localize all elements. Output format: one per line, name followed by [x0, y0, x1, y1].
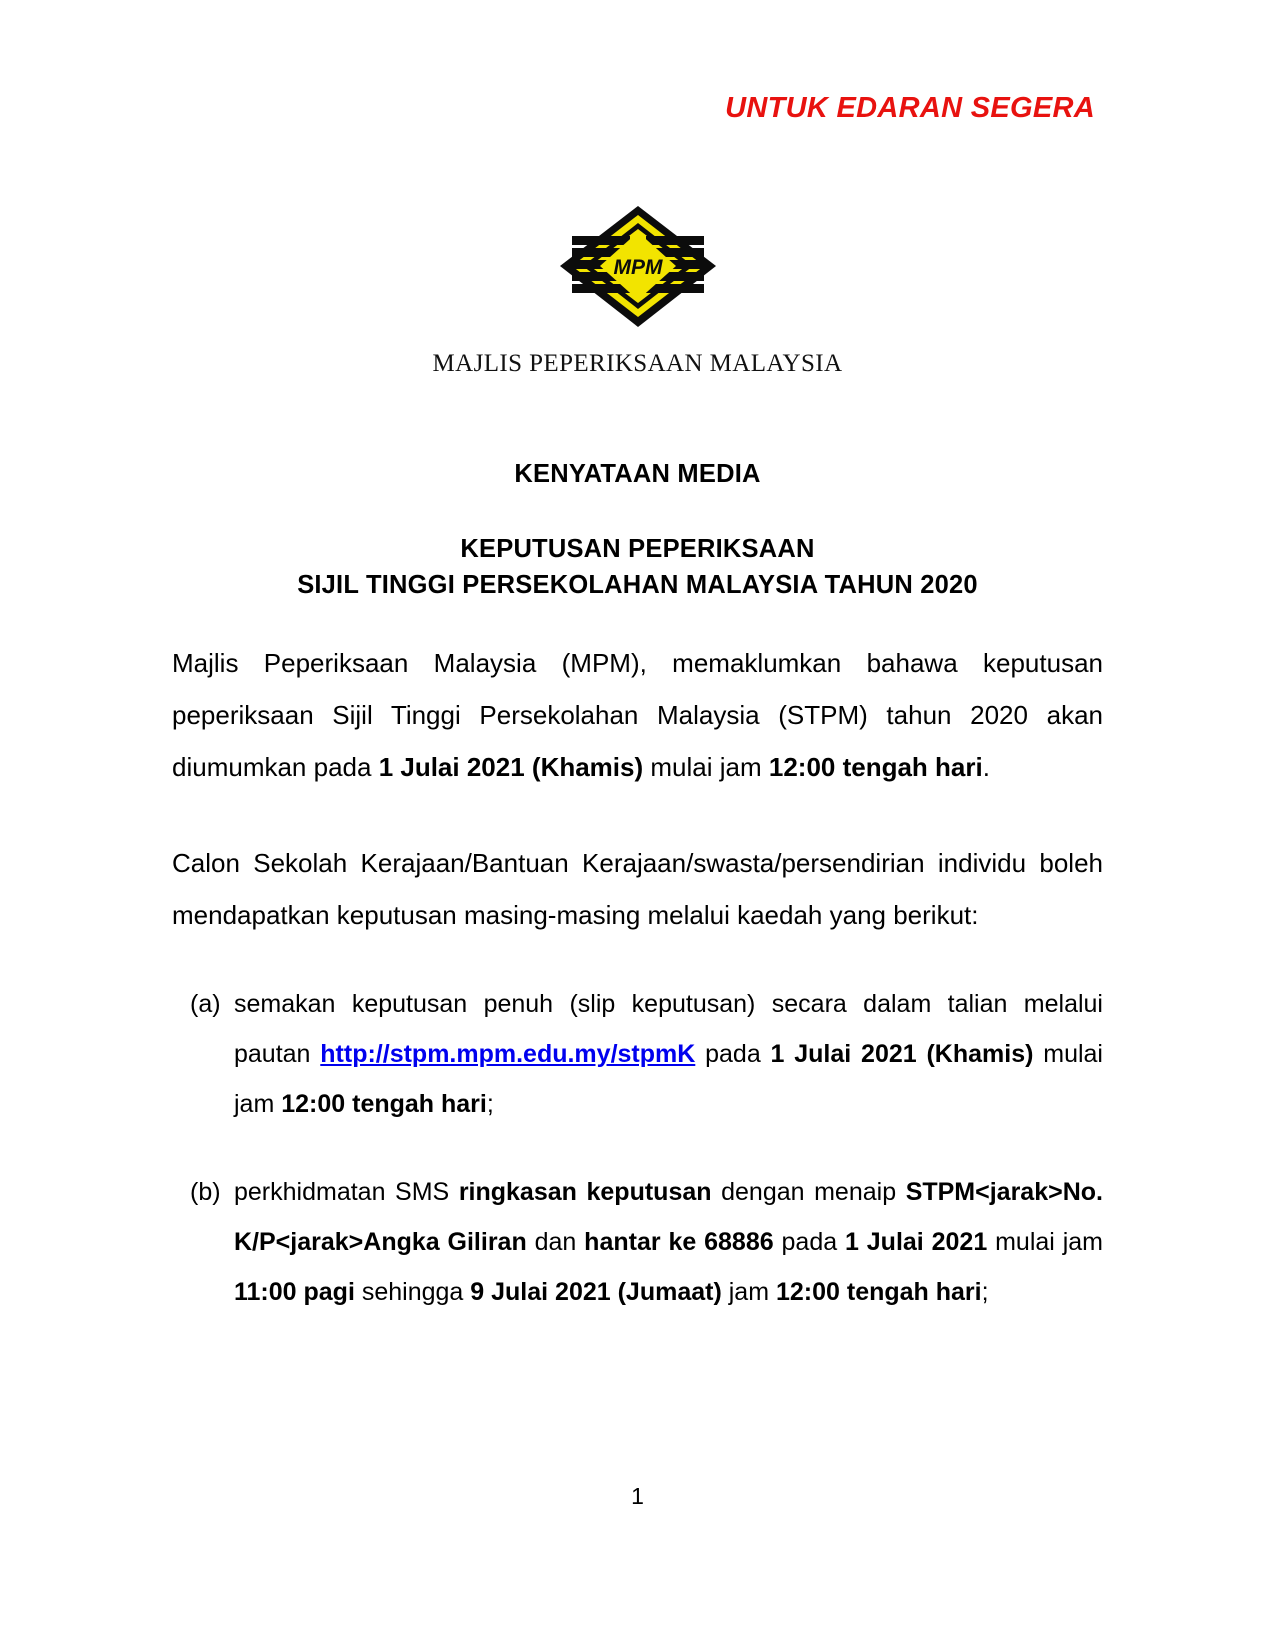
- p1-text-e: .: [982, 752, 990, 783]
- p1-time-bold: 12:00 tengah hari: [768, 752, 983, 783]
- p1-text-c: mulai jam: [643, 752, 769, 783]
- item-b-end-time: 12:00 tengah hari: [775, 1278, 982, 1307]
- item-a-text-1: semakan keputusan penuh (slip keputusan) secara dalam talian melalui pautan: [234, 990, 1103, 1069]
- list-body-b: [234, 1167, 1103, 1317]
- item-a-time: 12:00 tengah hari: [281, 1090, 487, 1119]
- item-b-text-6: sehingga: [354, 1278, 471, 1307]
- list-marker-b: (b): [190, 1178, 221, 1207]
- item-a-date: 1 Julai 2021 (Khamis): [770, 1040, 1034, 1069]
- item-a-text-3: mulai jam: [234, 1040, 1103, 1119]
- item-b-text-1: perkhidmatan SMS: [234, 1178, 459, 1207]
- list-body-a: [234, 979, 1103, 1129]
- subject-title: [172, 531, 1103, 603]
- item-b-sms-format: STPM<jarak>No. K/P<jarak>Angka Giliran: [234, 1178, 1103, 1257]
- item-b-text-8: ;: [981, 1278, 989, 1307]
- item-b-text-3: dan: [526, 1228, 585, 1257]
- list-item: [172, 1167, 1103, 1317]
- urgent-notice-text: UNTUK EDARAN SEGERA: [725, 92, 1095, 124]
- item-b-service-name: ringkasan keputusan: [458, 1178, 712, 1207]
- urgent-notice-banner: [172, 0, 1103, 132]
- item-b-start-time: 11:00 pagi: [234, 1278, 355, 1307]
- subject-title-line1: KEPUTUSAN PEPERIKSAAN: [460, 535, 815, 563]
- list-item: [172, 979, 1103, 1129]
- stpm-result-link[interactable]: http://stpm.mpm.edu.my/stpmK: [320, 1040, 696, 1069]
- paragraph-candidates: Calon Sekolah Kerajaan/Bantuan Kerajaan/swasta/persendirian individu boleh mendapatkan keputusan masing-masing melalui kaedah yang berikut:: [172, 848, 1103, 931]
- item-b-text-2: dengan menaip: [711, 1178, 906, 1207]
- organization-name: MAJLIS PEPERIKSAAN MALAYSIA: [432, 350, 843, 377]
- media-statement-title: KENYATAAN MEDIA: [514, 460, 761, 488]
- p1-text-a: Majlis Peperiksaan Malaysia (MPM), memaklumkan bahawa keputusan peperiksaan Sijil Tinggi Persekolahan Malaysia (STPM) tahun 2020 akan diumumkan pada: [172, 648, 1103, 783]
- item-b-text-7: jam: [721, 1278, 776, 1307]
- item-b-start-date: 1 Julai 2021: [845, 1228, 988, 1257]
- paragraph-announcement: [172, 637, 1103, 793]
- item-a-text-2: pada: [695, 1040, 771, 1069]
- mpm-logo-icon: [558, 204, 718, 329]
- p1-date-bold: 1 Julai 2021 (Khamis): [378, 752, 644, 783]
- item-b-sms-number: hantar ke 68886: [584, 1228, 774, 1257]
- subject-title-line2: SIJIL TINGGI PERSEKOLAHAN MALAYSIA TAHUN 2020: [297, 571, 978, 600]
- item-b-end-date: 9 Julai 2021 (Jumaat): [470, 1278, 722, 1307]
- item-a-text-4: ;: [486, 1090, 494, 1119]
- list-marker-a: (a): [190, 990, 221, 1019]
- item-b-text-4: pada: [773, 1228, 845, 1257]
- letterhead: [172, 204, 1103, 378]
- page-number: 1: [631, 1483, 644, 1509]
- item-b-text-5: mulai jam: [987, 1228, 1103, 1257]
- mpm-monogram-text: MPM: [613, 256, 662, 279]
